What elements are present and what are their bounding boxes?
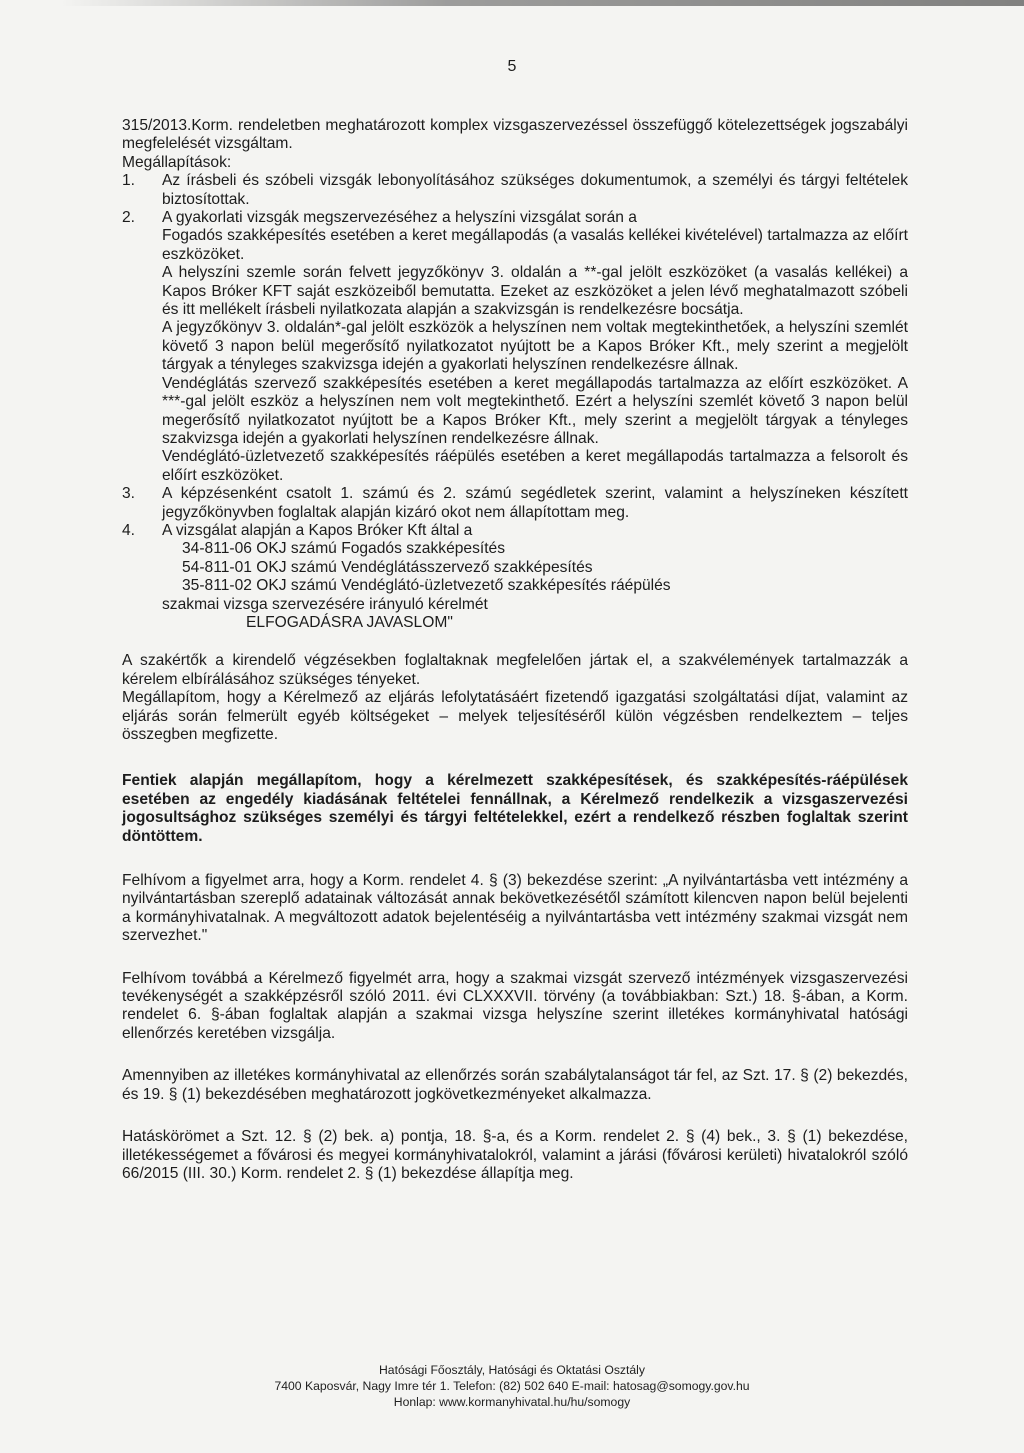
decision-paragraph: Fentiek alapján megállapítom, hogy a kérelmezett szakképesítések, és szakképesítés-ráépülések esetében az engedély kiadásának feltételei fennállnak, a Kérelmező rendelkezik a vizsgaszervezési jogosultsághoz szükséges személyi és tárgyi feltételekkel, ezért a rendelkező részben foglaltak szerint döntöttem. <box>122 772 908 845</box>
item-text: A gyakorlati vizsgák megszervezéséhez a helyszíni vizsgálat során a <box>162 209 637 227</box>
experts-paragraph: A szakértők a kirendelő végzésekben foglaltaknak megfelelően jártak el, a szakvélemények tartalmazzák a kérelem elbírálásához szükséges tényeket. <box>122 652 908 688</box>
item-2-paragraph: Fogadós szakképesítés esetében a keret megállapodás (a vasalás kellékei kivételével) tartalmazza az előírt eszközöket. <box>162 227 908 263</box>
footer-department: Hatósági Főosztály, Hatósági és Oktatási Osztály <box>379 1363 645 1377</box>
item-number: 4. <box>122 521 136 539</box>
notice-paragraph: Felhívom a figyelmet arra, hogy a Korm. rendelet 4. § (3) bekezdése szerint: „A nyilvántartásba vett intézmény a nyilvántartásban szereplő adatainak változását annak bekövetkezésétől számított kilencven napon belül bejelenti a kormányhivatalnak. A megváltozott adatok bejelentéséig a nyilvántartásba vett intézmény szakmai vizsgát nem szervezhet." <box>122 872 908 945</box>
item-text: Az írásbeli és szóbeli vizsgák lebonyolításához szükséges dokumentumok, a személyi és tárgyi feltételek biztosítottak. <box>162 172 908 208</box>
item-number: 3. <box>122 485 136 503</box>
irregularity-paragraph: Amennyiben az illetékes kormányhivatal az ellenőrzés során szabálytalanságot tár fel, az Szt. 17. § (2) bekezdés, és 19. § (1) bekezdésében meghatározott jogkövetkezményeket alkalmazza. <box>122 1067 908 1103</box>
item-text: A vizsgálat alapján a Kapos Bróker Kft által a <box>162 521 473 539</box>
item-2-paragraph: A jegyzőkönyv 3. oldalán*-gal jelölt eszközök a helyszínen nem voltak megtekinthetőek, a helyszíni szemlét követő 3 napon belül megerősítő nyilatkozatot nyújtott be a Kapos Bróker Kft., mely szerint a megjelölt tárgyak a tényleges szakvizsga idején a gyakorlati helyszínen rendelkezésre állnak. <box>162 319 908 374</box>
item-number: 2. <box>122 209 136 227</box>
request-closing: szakmai vizsga szervezésére irányuló kérelmét <box>162 595 488 613</box>
item-2-paragraph: Vendéglátó-üzletvezető szakképesítés ráépülés esetében a keret megállapodás tartalmazza a felsorolt és előírt eszközöket. <box>162 448 908 484</box>
footer-contact: 7400 Kaposvár, Nagy Imre tér 1. Telefon: (82) 502 640 E-mail: hatosag@somogy.gov.hu <box>274 1379 750 1394</box>
scan-edge-shadow <box>60 0 1024 6</box>
finding-item-3 <box>122 485 908 522</box>
recommendation: ELFOGADÁSRA JAVASLOM" <box>246 613 453 631</box>
item-number: 1. <box>122 172 136 190</box>
footer-website: Honlap: www.kormanyhivatal.hu/hu/somogy <box>393 1395 631 1410</box>
page-footer <box>0 1362 1024 1411</box>
finding-item-1 <box>122 172 908 209</box>
inspection-paragraph: Felhívom továbbá a Kérelmező figyelmét arra, hogy a szakmai vizsgát szervező intézmények vizsgaszervezési tevékenységét a szakképzésről szóló 2011. évi CLXXXVII. törvény (a továbbiakban: Szt.) 18. §-ában, a Korm. rendelet 6. §-ában foglaltak alapján a szakmai vizsga helyszíne szerint illetékes kormányhivatal hatósági ellenőrzés keretében vizsgálja. <box>122 969 908 1042</box>
page-number: 5 <box>507 58 517 75</box>
item-text: A képzésenként csatolt 1. számú és 2. számú segédletek szerint, valamint a helyszíneken készített jegyzőkönyvben foglaltak alapján kizáró okot nem állapítottam meg. <box>162 485 908 521</box>
program-line: 34-811-06 OKJ számú Fogadós szakképesítés <box>182 540 506 558</box>
finding-item-2 <box>122 209 908 227</box>
item-2-paragraph: A helyszíni szemle során felvett jegyzőkönyv 3. oldalán a **-gal jelölt eszközöket (a vasalás kellékei) a Kapos Bróker KFT saját eszközeiből bemutatta. Ezeket az eszközöket a jelen lévő meghatalmazott szóbeli és itt mellékelt írásbeli nyilatkozata alapján a szakvizsgán is rendelkezésre bocsátja. <box>162 264 908 319</box>
program-line: 35-811-02 OKJ számú Vendéglátó-üzletvezető szakképesítés ráépülés <box>182 577 671 595</box>
findings-label: Megállapítások: <box>122 153 232 171</box>
document-body <box>122 117 908 1183</box>
item-2-paragraph: Vendéglátás szervező szakképesítés esetében a keret megállapodás tartalmazza az előírt eszközöket. A ***-gal jelölt eszköz a helyszínen nem volt megtekinthető. Ezért a helyszíni szemlét követő 3 napon belül megerősítő nyilatkozatot nyújtott be a Kapos Bróker Kft., mely szerint a megjelölt tárgyak a tényleges szakvizsga idején a gyakorlati helyszínen rendelkezésre állnak. <box>162 374 908 447</box>
intro-text: 315/2013.Korm. rendeletben meghatározott komplex vizsgaszervezéssel összefüggő kötelezettségek jogszabályi megfelelését vizsgáltam. <box>122 117 908 153</box>
finding-item-4 <box>122 522 908 540</box>
fee-paragraph: Megállapítom, hogy a Kérelmező az eljárás lefolytatásáért fizetendő igazgatási szolgáltatási díjat, valamint az eljárás során felmerült egyéb költségeket – melyek teljesítéséről külön végzésben rendelkeztem – teljes összegben megfizette. <box>122 689 908 743</box>
program-line: 54-811-01 OKJ számú Vendéglátásszervező szakképesítés <box>182 558 593 576</box>
competence-paragraph: Hatáskörömet a Szt. 12. § (2) bek. a) pontja, 18. §-a, és a Korm. rendelet 2. § (4) bek., 3. § (1) bekezdése, illetékességemet a fővárosi és megyei kormányhivatalokról, valamint a járási (fővárosi kerületi) hivatalokról szóló 66/2015 (III. 30.) Korm. rendelet 2. § (1) bekezdése állapítja meg. <box>122 1128 908 1182</box>
